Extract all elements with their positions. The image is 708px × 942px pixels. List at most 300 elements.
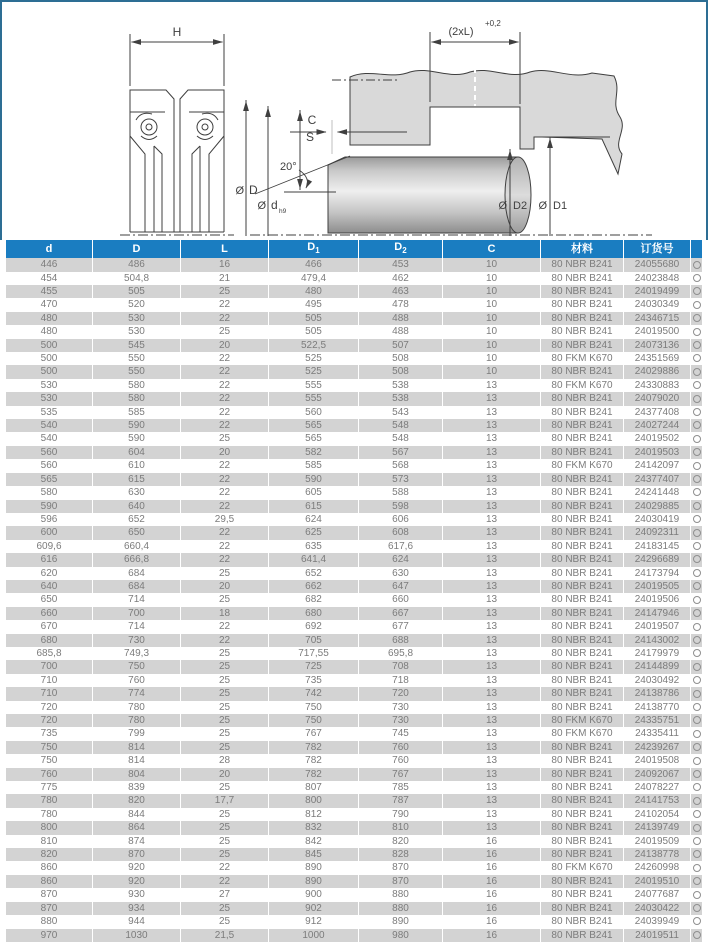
- availability-cell: [691, 634, 702, 647]
- table-cell: 446: [6, 258, 92, 271]
- table-cell: 662: [269, 580, 358, 593]
- table-cell: 25: [181, 848, 268, 861]
- table-cell: 13: [443, 580, 540, 593]
- table-cell: 80 NBR B241: [541, 365, 623, 378]
- table-row: [6, 580, 702, 593]
- table-cell: 22: [181, 419, 268, 432]
- table-cell: 22: [181, 459, 268, 472]
- table-cell: 80 FKM K670: [541, 379, 623, 392]
- availability-ring-icon: [693, 301, 701, 309]
- availability-cell: [691, 821, 702, 834]
- table-cell: 24019506: [624, 593, 690, 606]
- table-cell: 22: [181, 406, 268, 419]
- table-cell: 750: [6, 741, 92, 754]
- availability-ring-icon: [693, 636, 701, 644]
- table-cell: 22: [181, 365, 268, 378]
- table-cell: 24330883: [624, 379, 690, 392]
- table-cell: 677: [359, 620, 442, 633]
- bore-dia-label: D: [249, 183, 258, 197]
- table-cell: 22: [181, 473, 268, 486]
- table-cell: 24351569: [624, 352, 690, 365]
- table-cell: 22: [181, 486, 268, 499]
- table-cell: 24039949: [624, 915, 690, 928]
- table-cell: 80 NBR B241: [541, 781, 623, 794]
- table-cell: 525: [269, 352, 358, 365]
- table-cell: 807: [269, 781, 358, 794]
- table-cell: 479,4: [269, 272, 358, 285]
- table-cell: 13: [443, 727, 540, 740]
- table-cell: 880: [359, 888, 442, 901]
- table-cell: 787: [359, 794, 442, 807]
- availability-cell: [691, 567, 702, 580]
- table-cell: 870: [6, 888, 92, 901]
- table-cell: 890: [269, 875, 358, 888]
- availability-ring-icon: [693, 609, 701, 617]
- table-row: [6, 607, 702, 620]
- column-header: $D_1$: [269, 240, 358, 258]
- table-cell: 16: [443, 875, 540, 888]
- table-cell: 828: [359, 848, 442, 861]
- availability-ring-icon: [693, 623, 701, 631]
- table-cell: 13: [443, 741, 540, 754]
- table-cell: 615: [93, 473, 180, 486]
- table-cell: 682: [269, 593, 358, 606]
- table-cell: 80 NBR B241: [541, 392, 623, 405]
- table-cell: 25: [181, 285, 268, 298]
- table-cell: 635: [269, 540, 358, 553]
- table-cell: 538: [359, 392, 442, 405]
- availability-cell: [691, 285, 702, 298]
- table-cell: 543: [359, 406, 442, 419]
- table-cell: 650: [6, 593, 92, 606]
- column-header: C: [443, 240, 540, 258]
- table-cell: 500: [6, 339, 92, 352]
- column-header: D: [93, 240, 180, 258]
- availability-ring-icon: [693, 314, 701, 322]
- table-row: [6, 861, 702, 874]
- table-cell: 13: [443, 540, 540, 553]
- table-cell: 680: [269, 607, 358, 620]
- table-cell: 900: [269, 888, 358, 901]
- table-cell: 700: [6, 660, 92, 673]
- table-cell: 920: [93, 861, 180, 874]
- table-cell: 16: [181, 258, 268, 271]
- table-cell: 567: [359, 446, 442, 459]
- availability-cell: [691, 875, 702, 888]
- availability-ring-icon: [693, 904, 701, 912]
- table-cell: 24377407: [624, 473, 690, 486]
- table-cell: 799: [93, 727, 180, 740]
- availability-ring-icon: [693, 435, 701, 443]
- table-row: [6, 660, 702, 673]
- shaft-end-face: [505, 157, 531, 233]
- availability-cell: [691, 272, 702, 285]
- table-row: [6, 339, 702, 352]
- table-cell: 24019511: [624, 929, 690, 942]
- table-row: [6, 794, 702, 807]
- table-cell: 10: [443, 365, 540, 378]
- table-cell: 13: [443, 674, 540, 687]
- table-cell: 80 NBR B241: [541, 821, 623, 834]
- availability-ring-icon: [693, 730, 701, 738]
- table-cell: 780: [93, 701, 180, 714]
- table-cell: 13: [443, 379, 540, 392]
- table-cell: 550: [93, 352, 180, 365]
- table-cell: 80 NBR B241: [541, 473, 623, 486]
- table-cell: 500: [6, 352, 92, 365]
- table-cell: 25: [181, 325, 268, 338]
- table-cell: 930: [93, 888, 180, 901]
- table-row: [6, 365, 702, 378]
- table-cell: 812: [269, 808, 358, 821]
- availability-cell: [691, 553, 702, 566]
- table-cell: 480: [269, 285, 358, 298]
- table-row: [6, 808, 702, 821]
- table-cell: 505: [269, 325, 358, 338]
- dimension-table: [5, 240, 703, 942]
- table-cell: 80 NBR B241: [541, 513, 623, 526]
- table-cell: 25: [181, 687, 268, 700]
- table-cell: 24019510: [624, 875, 690, 888]
- availability-ring-icon: [693, 743, 701, 751]
- table-cell: 615: [269, 500, 358, 513]
- table-cell: 455: [6, 285, 92, 298]
- availability-ring-icon: [693, 555, 701, 563]
- availability-ring-icon: [693, 395, 701, 403]
- availability-ring-icon: [693, 502, 701, 510]
- table-cell: 640: [93, 500, 180, 513]
- table-cell: 480: [6, 325, 92, 338]
- table-cell: 605: [269, 486, 358, 499]
- table-cell: 24102054: [624, 808, 690, 821]
- table-cell: 540: [6, 432, 92, 445]
- table-cell: 21: [181, 272, 268, 285]
- availability-cell: [691, 861, 702, 874]
- table-cell: 466: [269, 258, 358, 271]
- table-cell: 504,8: [93, 272, 180, 285]
- table-cell: 588: [359, 486, 442, 499]
- table-cell: 24023848: [624, 272, 690, 285]
- table-cell: 13: [443, 513, 540, 526]
- table-cell: 13: [443, 781, 540, 794]
- table-row: [6, 298, 702, 311]
- table-cell: 80 FKM K670: [541, 861, 623, 874]
- table-cell: 13: [443, 392, 540, 405]
- table-cell: 462: [359, 272, 442, 285]
- table-cell: 620: [6, 567, 92, 580]
- table-cell: 530: [6, 379, 92, 392]
- table-cell: 545: [93, 339, 180, 352]
- availability-ring-icon: [693, 569, 701, 577]
- dia-symbol: Ø: [498, 200, 507, 212]
- table-cell: 720: [6, 701, 92, 714]
- table-cell: 845: [269, 848, 358, 861]
- table-cell: 710: [6, 687, 92, 700]
- table-cell: 767: [269, 727, 358, 740]
- table-row: [6, 727, 702, 740]
- table-cell: 80 NBR B241: [541, 258, 623, 271]
- table-cell: 24335751: [624, 714, 690, 727]
- table-cell: 800: [269, 794, 358, 807]
- table-cell: 21,5: [181, 929, 268, 942]
- table-cell: 480: [6, 312, 92, 325]
- table-cell: 780: [6, 794, 92, 807]
- table-row: [6, 272, 702, 285]
- table-cell: 24073136: [624, 339, 690, 352]
- availability-ring-icon: [693, 783, 701, 791]
- table-cell: 488: [359, 325, 442, 338]
- table-cell: 508: [359, 365, 442, 378]
- table-cell: 718: [359, 674, 442, 687]
- table-row: [6, 567, 702, 580]
- table-cell: 555: [269, 379, 358, 392]
- table-cell: 80 NBR B241: [541, 915, 623, 928]
- table-cell: 80 NBR B241: [541, 312, 623, 325]
- table-cell: 750: [6, 754, 92, 767]
- shaft-tolerance-label: h9: [279, 208, 287, 215]
- table-cell: 767: [359, 768, 442, 781]
- table-cell: 10: [443, 312, 540, 325]
- table-cell: 735: [6, 727, 92, 740]
- availability-cell: [691, 580, 702, 593]
- table-cell: 80 NBR B241: [541, 768, 623, 781]
- column-header: L: [181, 240, 268, 258]
- table-cell: 24260998: [624, 861, 690, 874]
- table-cell: 80 NBR B241: [541, 500, 623, 513]
- table-cell: 730: [93, 634, 180, 647]
- table-cell: 80 NBR B241: [541, 929, 623, 942]
- table-cell: 688: [359, 634, 442, 647]
- availability-ring-icon: [693, 328, 701, 336]
- table-cell: 28: [181, 754, 268, 767]
- table-cell: 24173794: [624, 567, 690, 580]
- table-cell: 80 NBR B241: [541, 902, 623, 915]
- table-cell: 616: [6, 553, 92, 566]
- table-cell: 782: [269, 768, 358, 781]
- table-cell: 790: [359, 808, 442, 821]
- table-cell: 13: [443, 794, 540, 807]
- table-cell: 560: [6, 459, 92, 472]
- availability-ring-icon: [693, 529, 701, 537]
- table-cell: 24147946: [624, 607, 690, 620]
- table-cell: 24138778: [624, 848, 690, 861]
- table-cell: 730: [359, 701, 442, 714]
- availability-cell: [691, 714, 702, 727]
- table-cell: 604: [93, 446, 180, 459]
- table-cell: 486: [93, 258, 180, 271]
- table-cell: 25: [181, 781, 268, 794]
- table-cell: 22: [181, 620, 268, 633]
- table-row: [6, 258, 702, 271]
- table-cell: 16: [443, 861, 540, 874]
- table-row: [6, 714, 702, 727]
- availability-cell: [691, 701, 702, 714]
- table-cell: 680: [6, 634, 92, 647]
- table-cell: 24144899: [624, 660, 690, 673]
- table-cell: 24092067: [624, 768, 690, 781]
- table-cell: 13: [443, 647, 540, 660]
- table-cell: 608: [359, 526, 442, 539]
- availability-cell: [691, 339, 702, 352]
- availability-cell: [691, 620, 702, 633]
- table-cell: 80 NBR B241: [541, 741, 623, 754]
- table-cell: 555: [269, 392, 358, 405]
- table-row: [6, 513, 702, 526]
- table-cell: 742: [269, 687, 358, 700]
- table-cell: 24139749: [624, 821, 690, 834]
- table-cell: 980: [359, 929, 442, 942]
- table-row: [6, 888, 702, 901]
- table-row: [6, 473, 702, 486]
- availability-ring-icon: [693, 515, 701, 523]
- table-cell: 13: [443, 459, 540, 472]
- table-cell: 10: [443, 339, 540, 352]
- table-cell: 13: [443, 620, 540, 633]
- header-row: [6, 240, 702, 258]
- table-cell: 839: [93, 781, 180, 794]
- table-cell: 814: [93, 754, 180, 767]
- table-row: [6, 620, 702, 633]
- table-row: [6, 593, 702, 606]
- availability-cell: [691, 473, 702, 486]
- availability-cell: [691, 888, 702, 901]
- table-cell: 16: [443, 888, 540, 901]
- table-cell: 16: [443, 835, 540, 848]
- table-cell: 80 NBR B241: [541, 406, 623, 419]
- table-cell: 670: [6, 620, 92, 633]
- table-cell: 650: [93, 526, 180, 539]
- table-cell: 13: [443, 660, 540, 673]
- table-cell: 488: [359, 312, 442, 325]
- table-cell: 80 NBR B241: [541, 634, 623, 647]
- table-cell: 573: [359, 473, 442, 486]
- dim-2xl-label: (2xL): [448, 26, 474, 38]
- availability-ring-icon: [693, 354, 701, 362]
- table-row: [6, 674, 702, 687]
- table-cell: 25: [181, 674, 268, 687]
- table-cell: 10: [443, 272, 540, 285]
- table-cell: 920: [93, 875, 180, 888]
- availability-ring-icon: [693, 757, 701, 765]
- table-cell: 80 NBR B241: [541, 660, 623, 673]
- table-cell: 24335411: [624, 727, 690, 740]
- table-row: [6, 741, 702, 754]
- table-cell: 24029886: [624, 365, 690, 378]
- table-cell: 24377408: [624, 406, 690, 419]
- table-cell: 804: [93, 768, 180, 781]
- availability-ring-icon: [693, 475, 701, 483]
- availability-cell: [691, 741, 702, 754]
- availability-ring-icon: [693, 341, 701, 349]
- table-cell: 25: [181, 727, 268, 740]
- table-cell: 24019500: [624, 325, 690, 338]
- table-cell: 520: [93, 298, 180, 311]
- table-cell: 478: [359, 298, 442, 311]
- availability-cell: [691, 392, 702, 405]
- table-cell: 25: [181, 432, 268, 445]
- table-cell: 560: [6, 446, 92, 459]
- table-cell: 610: [93, 459, 180, 472]
- table-cell: 522,5: [269, 339, 358, 352]
- dim-h-label: H: [172, 25, 182, 39]
- table-cell: 24019505: [624, 580, 690, 593]
- table-cell: 22: [181, 526, 268, 539]
- table-cell: 25: [181, 902, 268, 915]
- table-cell: 864: [93, 821, 180, 834]
- table-cell: 25: [181, 647, 268, 660]
- table-cell: 80 NBR B241: [541, 620, 623, 633]
- table-cell: 970: [6, 929, 92, 942]
- table-cell: 540: [6, 419, 92, 432]
- table-cell: 647: [359, 580, 442, 593]
- table-cell: 565: [6, 473, 92, 486]
- table-cell: 13: [443, 768, 540, 781]
- table-cell: 24296689: [624, 553, 690, 566]
- table-cell: 24019499: [624, 285, 690, 298]
- table-cell: 810: [359, 821, 442, 834]
- table-cell: 944: [93, 915, 180, 928]
- table-cell: 25: [181, 714, 268, 727]
- availability-ring-icon: [693, 663, 701, 671]
- table-cell: 24030422: [624, 902, 690, 915]
- table-cell: 24019502: [624, 432, 690, 445]
- table-cell: 832: [269, 821, 358, 834]
- table-cell: 760: [359, 754, 442, 767]
- table-cell: 505: [93, 285, 180, 298]
- table-cell: 580: [6, 486, 92, 499]
- table-row: [6, 687, 702, 700]
- availability-cell: [691, 848, 702, 861]
- table-cell: 745: [359, 727, 442, 740]
- column-header: [691, 240, 702, 258]
- table-cell: 24141753: [624, 794, 690, 807]
- table-cell: 24077687: [624, 888, 690, 901]
- table-row: [6, 701, 702, 714]
- table-cell: 548: [359, 432, 442, 445]
- table-cell: 24138770: [624, 701, 690, 714]
- table-cell: 842: [269, 835, 358, 848]
- table-cell: 24030419: [624, 513, 690, 526]
- availability-cell: [691, 902, 702, 915]
- table-cell: 80 NBR B241: [541, 419, 623, 432]
- availability-ring-icon: [693, 864, 701, 872]
- table-cell: 13: [443, 634, 540, 647]
- table-body: [6, 258, 702, 942]
- table-cell: 80 NBR B241: [541, 285, 623, 298]
- table-cell: 470: [6, 298, 92, 311]
- table-cell: 630: [93, 486, 180, 499]
- chamfer-angle-label: 20°: [280, 161, 297, 173]
- column-header: d: [6, 240, 92, 258]
- table-cell: 80 FKM K670: [541, 727, 623, 740]
- availability-cell: [691, 325, 702, 338]
- table-cell: 565: [269, 419, 358, 432]
- table-cell: 844: [93, 808, 180, 821]
- table-cell: 13: [443, 486, 540, 499]
- availability-ring-icon: [693, 810, 701, 818]
- table-cell: 550: [93, 365, 180, 378]
- table-row: [6, 781, 702, 794]
- table-cell: 13: [443, 607, 540, 620]
- table-cell: 505: [269, 312, 358, 325]
- availability-cell: [691, 768, 702, 781]
- table-cell: 20: [181, 580, 268, 593]
- table-cell: 10: [443, 285, 540, 298]
- table-cell: 630: [359, 567, 442, 580]
- table-cell: 652: [93, 513, 180, 526]
- table-cell: 24239267: [624, 741, 690, 754]
- table-cell: 20: [181, 446, 268, 459]
